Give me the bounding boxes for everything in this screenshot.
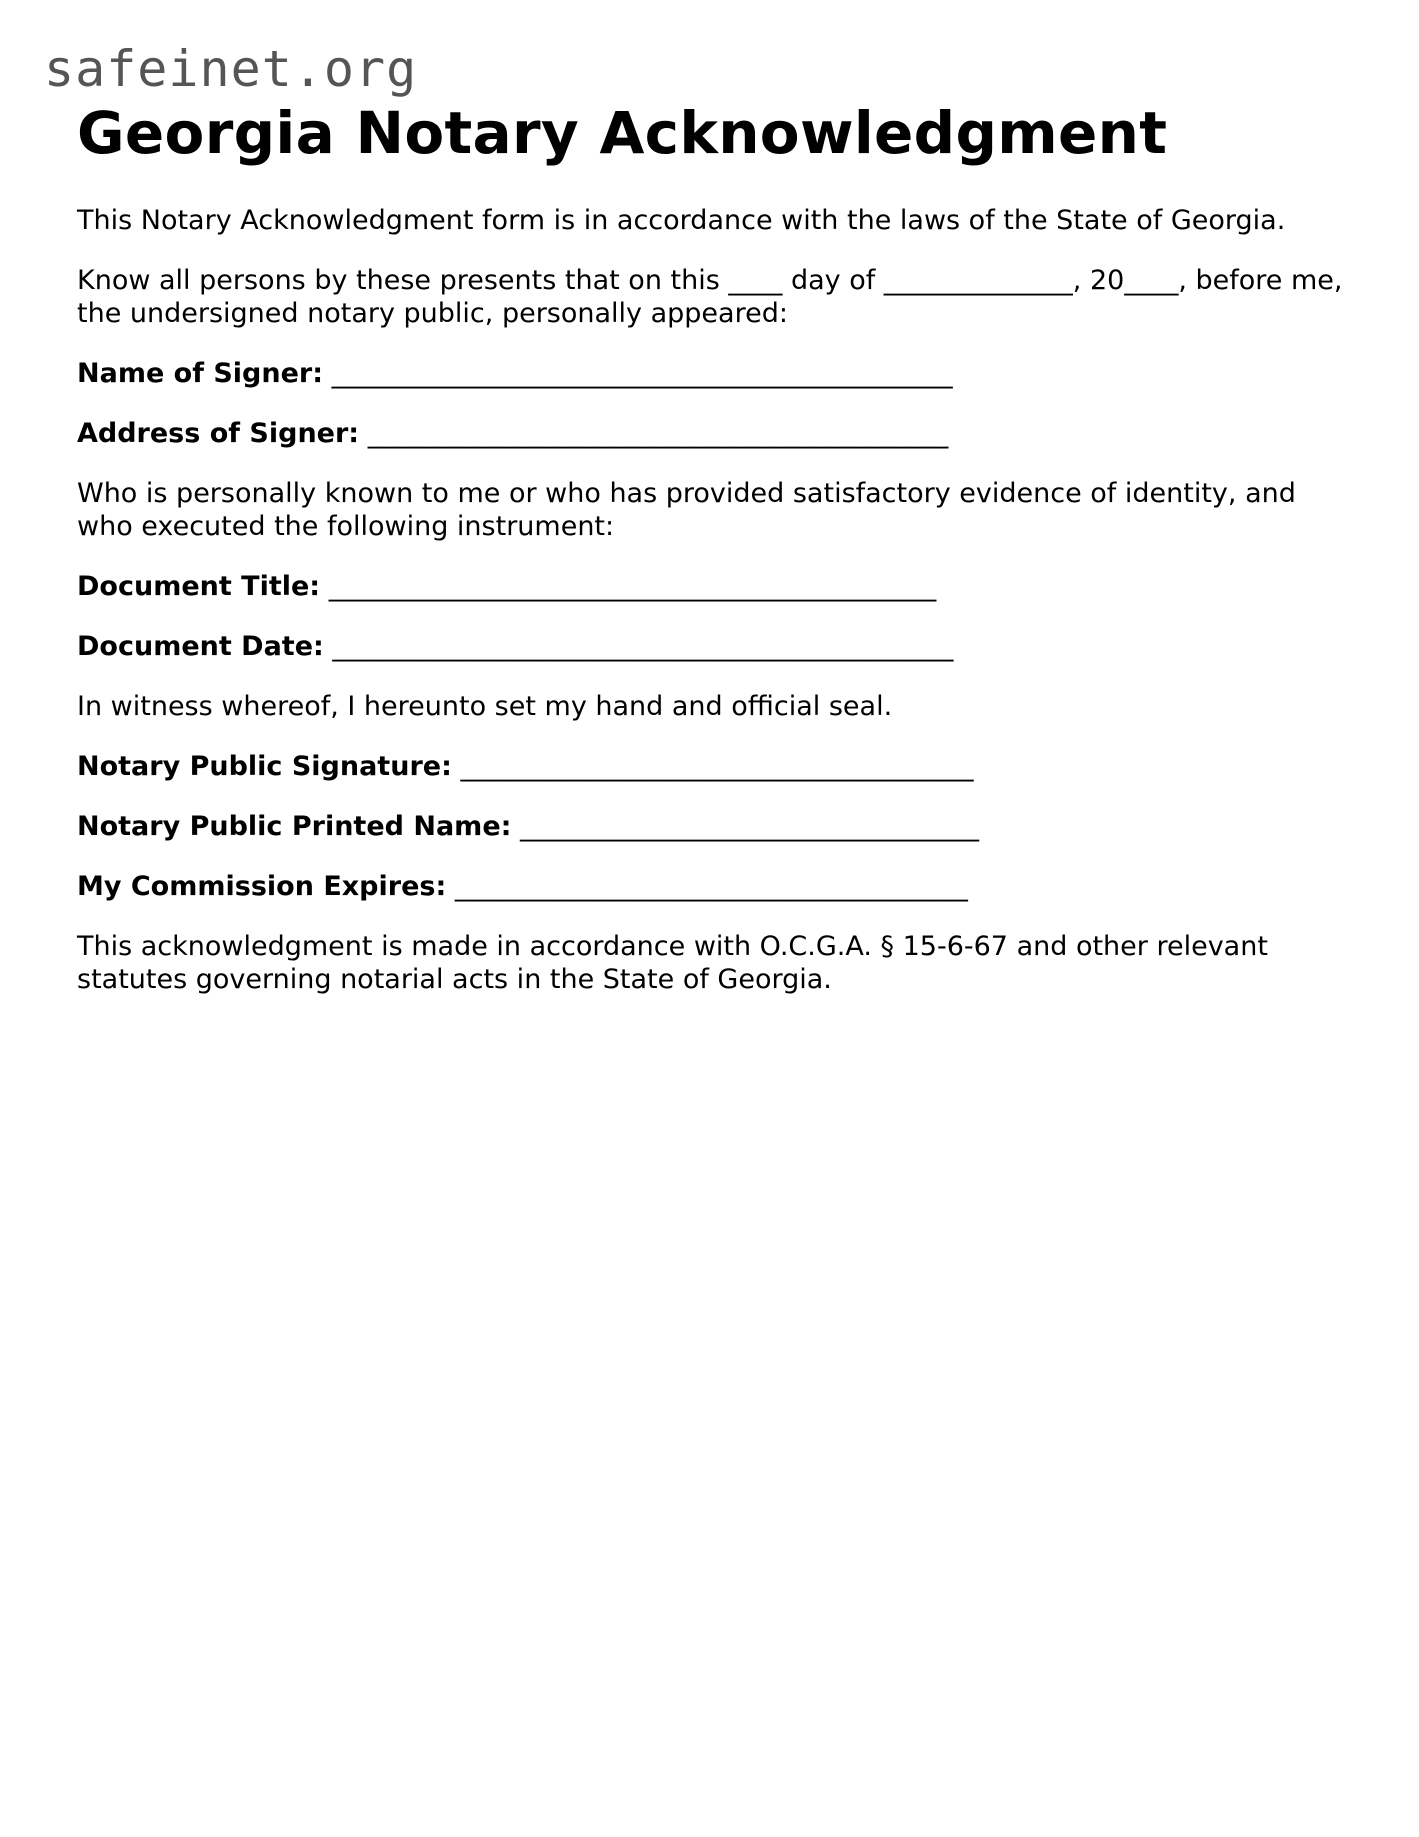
field-label: My Commission Expires:: [77, 871, 447, 902]
field-label: Notary Public Printed Name:: [77, 811, 512, 842]
intro-paragraph: This Notary Acknowledgment form is in accordance with the laws of the State of Georgia.: [77, 205, 1286, 236]
signature-blank: ______________________________________: [454, 871, 968, 902]
document-date-field: [77, 630, 1347, 663]
signature-blank: ______________________________________________: [331, 358, 953, 389]
signature-blank: _____________________________________________: [328, 571, 937, 602]
field-label: Notary Public Signature:: [77, 751, 452, 782]
notary-printed-name-field: [77, 810, 1347, 843]
signature-blank: ______________________________________: [460, 751, 974, 782]
appearance-clause: Know all persons by these presents that on this ____ day of ______________, 20____, before me, the undersigned notary public, personally appeared:: [77, 265, 1343, 329]
document-title-field: [77, 570, 1347, 603]
commission-expires-field: [77, 870, 1347, 903]
field-label: Document Date:: [77, 631, 324, 662]
watermark-text: safeinet.org: [44, 40, 418, 98]
signature-blank: __________________________________: [520, 811, 980, 842]
notary-signature-field: [77, 750, 1347, 783]
name-of-signer-field: [77, 357, 1347, 390]
closing-statement: This acknowledgment is made in accordance with O.C.G.A. § 15-6-67 and other relevant statutes governing notarial acts in the State of Georgia.: [77, 931, 1268, 995]
signature-blank: ___________________________________________: [367, 418, 949, 449]
field-label: Address of Signer:: [77, 418, 360, 449]
signature-blank: ______________________________________________: [332, 631, 954, 662]
address-of-signer-field: [77, 417, 1347, 450]
identity-clause: Who is personally known to me or who has provided satisfactory evidence of identity, and who executed the following instrument:: [77, 478, 1296, 542]
field-label: Name of Signer:: [77, 358, 324, 389]
witness-clause: In witness whereof, I hereunto set my hand and official seal.: [77, 691, 893, 722]
field-label: Document Title:: [77, 571, 321, 602]
document-page: [77, 98, 1347, 996]
document-title: Georgia Notary Acknowledgment: [77, 99, 1168, 167]
